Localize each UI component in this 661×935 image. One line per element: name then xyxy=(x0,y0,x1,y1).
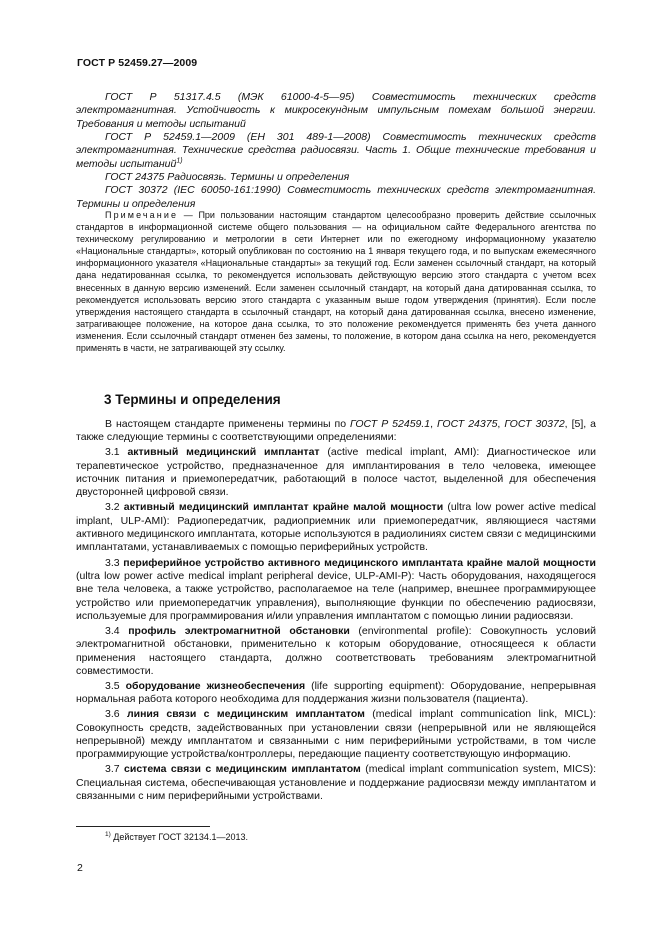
term-definition xyxy=(76,501,596,554)
reference-title: Совместимость технических средств электромагнитная. Технические средства радиосвязи. Часть 1. Общие технические требования и методы испытаний xyxy=(76,131,596,170)
intro-reference: ГОСТ 30372 xyxy=(504,418,565,430)
term-text: (environmental profile): Совокупность условий электромагнитной обстановки, применительно к которым оборудование, относящееся к области применения настоящего стандарта, должно соответствовать требованиям электромагнитной совместимости. xyxy=(76,624,596,677)
term-definition xyxy=(76,557,596,624)
note-text: — При пользовании настоящим стандартом целесообразно проверить действие ссылочных стандартов в информационной системе общего пользования — на официальном сайте Федерального агентства по техническому регулированию и метрологии в сети Интернет или по ежегодному информационному указателю «Национальные стандарты», который опубликован по состоянию на 1 января текущего года, и по выпускам ежемесячного информационного указателя «Национальные стандарты» за текущий год. Если заменен ссылочный стандарт, на который дана недатированная ссылка, то рекомендуется использовать действующую версию этого стандарта с учетом всех внесенных в данную версию изменений. Если заменен ссылочный стандарт, на который дана датированная ссылка, то рекомендуется использовать версию этого стандарта с указанным выше годом утверждения (принятия). Если после утверждения настоящего стандарта в ссылочный стандарт, на который дана датированная ссылка, внесено изменение, затрагивающее положение, на которое дана ссылка, то это положение рекомендуется применять без учета данного изменения. Если ссылочный стандарт отменен без замены, то положение, в котором дана ссылка на него, рекомендуется применять в части, не затрагивающей эту ссылку. xyxy=(76,210,596,354)
section-intro: В настоящем стандарте применены термины по ГОСТ Р 52459.1, ГОСТ 24375, ГОСТ 30372, [5], а также следующие термины с соответствующими определениями: xyxy=(76,418,596,444)
term-number: 3.4 xyxy=(105,624,129,637)
terms-section xyxy=(76,418,596,805)
note-label: Примечание xyxy=(105,210,179,220)
term-text: (ultra low power active medical implant, ULP-AMI): Радиопередатчик, радиоприемник или приемопередатчик, являющиеся частями активного медицинского имплантата, которые используются в радиолиниях систем связи с медицинскими имплантатами, устанавливаемых с помощью периферийных устройств. xyxy=(76,501,596,554)
footnote-divider xyxy=(76,826,210,827)
term-name: периферийное устройство активного медицинского имплантата крайне малой мощности xyxy=(123,556,596,569)
term-name: система связи с медицинским имплантатом xyxy=(124,763,361,776)
term-text: (life supporting equipment): Оборудование, непрерывная нормальная работа которого необходима для поддержания жизни пользователя (пациента). xyxy=(76,679,596,706)
footnote xyxy=(105,829,248,843)
reference-code: ГОСТ 30372 (IEC 60050-161:1990) xyxy=(105,184,281,197)
term-number: 3.3 xyxy=(105,556,124,569)
reference-title: Совместимость технических средств электромагнитная. Термины и определения xyxy=(76,184,596,210)
term-number: 3.5 xyxy=(105,679,126,692)
term-definition xyxy=(76,446,596,499)
term-number: 3.2 xyxy=(105,501,124,514)
term-name: профиль электромагнитной обстановки xyxy=(128,624,350,637)
term-text: (ultra low power active medical implant peripheral device, ULP-AMI-P): Часть оборудования, находящегося вне тела человека, а также устройство, располагаемое на теле (например, внешнее программирующее устройство или приемопередатчик управления), выполняющие функции по обеспечению радиосвязи, используемые для программирования и/или управления имплантатом с помощью линии радиосвязи. xyxy=(76,569,596,622)
term-definition xyxy=(76,708,596,761)
term-name: линия связи с медицинским имплантатом xyxy=(126,708,365,721)
reference-code: ГОСТ Р 51317.4.5 (МЭК 61000-4-5—95) xyxy=(105,91,355,103)
note-block xyxy=(76,209,596,354)
term-text: (medical implant communication link, MICL): Совокупность средств, задействованных при установлении связи (непрерывной или не являющейся непрерывной) между имплантатом и связанными с ним периферийными устройствами, в том числе программирующие устройства/контроллеры, передающие пациенту соответствующую информацию. xyxy=(76,708,596,761)
term-number: 3.6 xyxy=(105,708,127,721)
footnote-text: Действует ГОСТ 32134.1—2013. xyxy=(110,832,248,842)
footnote-mark: 1) xyxy=(105,831,111,838)
term-number: 3.7 xyxy=(105,763,125,776)
document-header-code: ГОСТ Р 52459.27—2009 xyxy=(77,57,198,69)
reference-code: ГОСТ 24375 xyxy=(105,171,165,184)
reference-item xyxy=(76,184,596,211)
page-number: 2 xyxy=(77,862,83,874)
term-text: (medical implant communication system, MICS): Специальная система, обеспечивающая установление и поддержание радиосвязи между имплантатом и связанными с ним периферийными устройствами. xyxy=(76,763,597,803)
term-number: 3.1 xyxy=(105,446,128,459)
reference-item xyxy=(76,131,596,171)
term-name: оборудование жизнеобеспечения xyxy=(125,679,306,692)
term-definition xyxy=(76,763,596,803)
footnote-marker: 1) xyxy=(176,157,183,165)
term-definition xyxy=(76,680,596,707)
normative-references-list xyxy=(76,91,596,211)
reference-item xyxy=(76,171,596,184)
intro-reference: ГОСТ 24375 xyxy=(437,418,498,430)
term-definition xyxy=(76,625,596,678)
term-name: активный медицинский имплантат xyxy=(127,446,320,459)
term-text: (active medical implant, AMI): Диагностическое или терапевтическое устройство, предназначенное для имплантирования в тело человека, имеющее источник питания и приемопередатчик, работающий в полосе частот, выделенной для обеспечения двусторонней цифровой связи. xyxy=(76,446,596,499)
reference-title: Радиосвязь. Термины и определения xyxy=(164,171,350,184)
intro-reference: ГОСТ Р 52459.1 xyxy=(350,418,431,430)
term-name: активный медицинский имплантат крайне малой мощности xyxy=(123,501,444,514)
reference-title: Совместимость технических средств электромагнитная. Устойчивость к микросекундным импульсным помехам большой энергии. Требования и методы испытаний xyxy=(76,91,596,130)
reference-code: ГОСТ Р 52459.1—2009 (ЕН 301 489-1—2008) xyxy=(105,131,371,144)
reference-item xyxy=(76,91,596,131)
section-title: 3 Термины и определения xyxy=(104,392,281,407)
